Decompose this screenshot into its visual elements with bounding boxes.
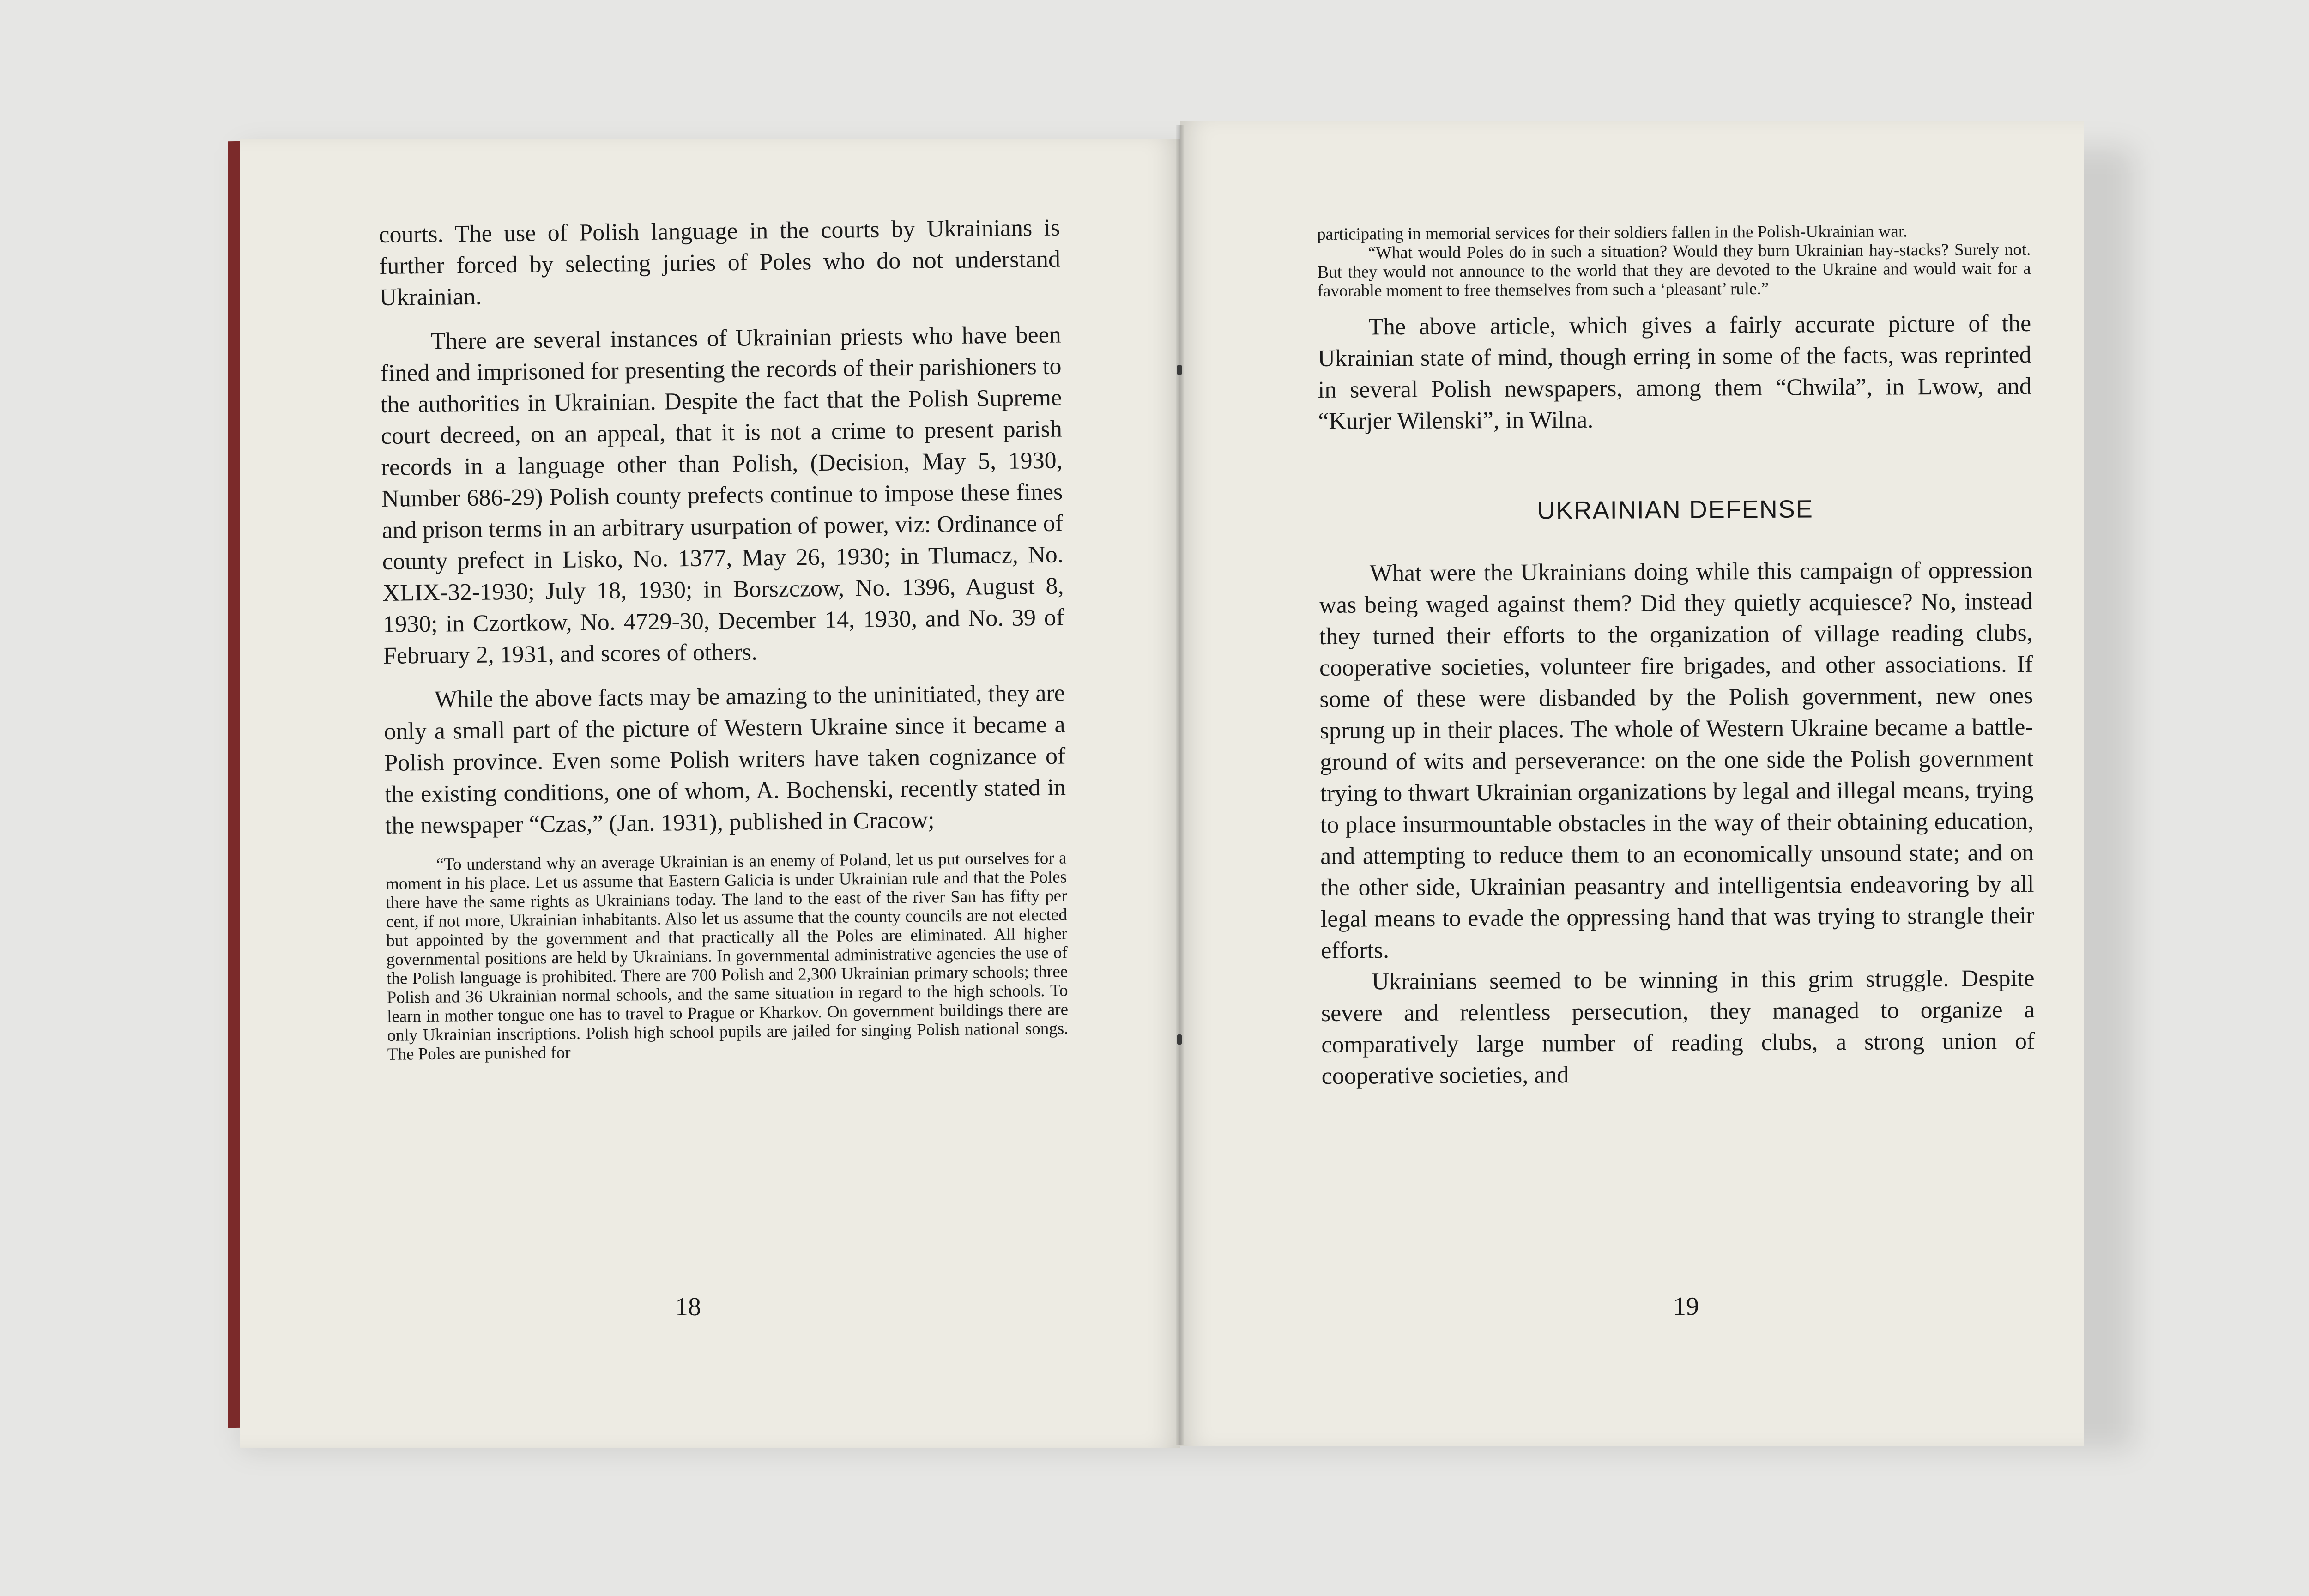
staple [1177,365,1182,375]
page-number: 19 [1673,1292,1699,1321]
paragraph: While the above facts may be amazing to the uninitiated, they are only a small part of the picture of Western Ukraine since it became a Polish province. Even some Polish writers have taken cognizance of the existing conditions, one of whom, A. Bochenski, recently stated in the newspaper “Czas,” (Jan. 1931), published in Cracow; [384,680,1066,839]
section-heading: UKRAINIAN DEFENSE [1537,495,1813,525]
right-page [1180,121,2084,1446]
left-page [240,139,1180,1448]
paragraph: The above article, which gives a fairly accurate picture of the Ukrainian state of mind, though erring in some of the facts, was reprinted in several Polish newspapers, among them “Chwila”, in Lwow, and “Kurjer Wilenski”, in Wilna. [1318,310,2031,435]
paragraph: courts. The use of Polish language in the courts by Ukrainians is further forced by selecting juries of Poles who do not understand Ukrainian. [379,214,1061,311]
left-page-body [379,212,1069,1064]
book-gutter [1176,125,1184,1445]
block-quote-continued: “What would Poles do in such a situation? Would they burn Ukrainian hay-stacks? Surely not. But they would not announce to the world that they are devoted to the Ukraine and would wait for a favorable moment to free themselves from such a ‘pleasant’ rule.” [1317,240,2031,301]
paragraph: What were the Ukrainians doing while this campaign of oppression was being waged against them? Did they quietly acquiesce? No, instead they turned their efforts to the organization of village reading clubs, cooperative societies, volunteer fire brigades, and other associations. If some of these were disbanded by the Polish government, new ones sprung up in their places. The whole of Western Ukraine became a battle-ground of wits and perseverance: on the one side the Polish government trying to thwart Ukrainian organizations by legal and illegal means, trying to place insurmountable obstacles in the way of their obtaining education, and attempting to reduce them to an economically unsound state; and on the other side, Ukrainian peasantry and intelligentsia endeavoring by all legal means to evade the oppressing hand that was trying to strangle their efforts. [1319,556,2035,964]
paragraph: Ukrainians seemed to be winning in this grim struggle. Despite severe and relentless persecution, they managed to organize a comparatively large number of reading clubs, a strong union of cooperative societies, and [1321,965,2035,1089]
staple [1177,1034,1182,1045]
block-quote-continued: participating in memorial services for their soldiers fallen in the Polish-Ukrainian war. [1317,222,1908,244]
right-page-body [1317,221,2035,1092]
page-number: 18 [675,1293,701,1321]
paragraph: There are several instances of Ukrainian priests who have been fined and imprisoned for presenting the records of their parishioners to the authorities in Ukrainian. Despite the fact that the Polish Supreme court decreed, on an appeal, that it is not a crime to present parish records in a language other than Polish, (Decision, May 5, 1930, Number 686-29) Polish county prefects continue to impose these fines and prison terms in an arbitrary usurpation of power, viz: Ordinance of county prefect in Lisko, No. 1377, May 26, 1930; in Tlumacz, No. XLIX-32-1930; July 18, 1930; in Borszczow, No. 1396, August 8, 1930; in Czortkow, No. 4729-30, December 14, 1930, and No. 39 of February 2, 1931, and scores of others. [380,321,1064,669]
block-quote: “To understand why an average Ukrainian is an enemy of Poland, let us put ourselves for a moment in his place. Let us assume that Eastern Galicia is under Ukrainian rule and that the Poles there have the same rights as Ukrainians today. The land to the east of the river San has fifty per cent, if not more, Ukrainian inhabitants. Also let us assume that the county councils are not elected but appointed by the government and that practically all the Poles are eliminated. All higher governmental positions are held by Ukrainians. In governmental administrative agencies the use of the Polish language is prohibited. There are 700 Polish and 2,300 Ukrainian primary schools; three Polish and 36 Ukrainian normal schools, and the same situation in regard to the high schools. To learn in mother tongue one has to travel to Prague or Kharkov. On government buildings there are only Ukrainian inscriptions. Polish high school pupils are jailed for singing Polish national songs. The Poles are punished for [385,848,1069,1064]
